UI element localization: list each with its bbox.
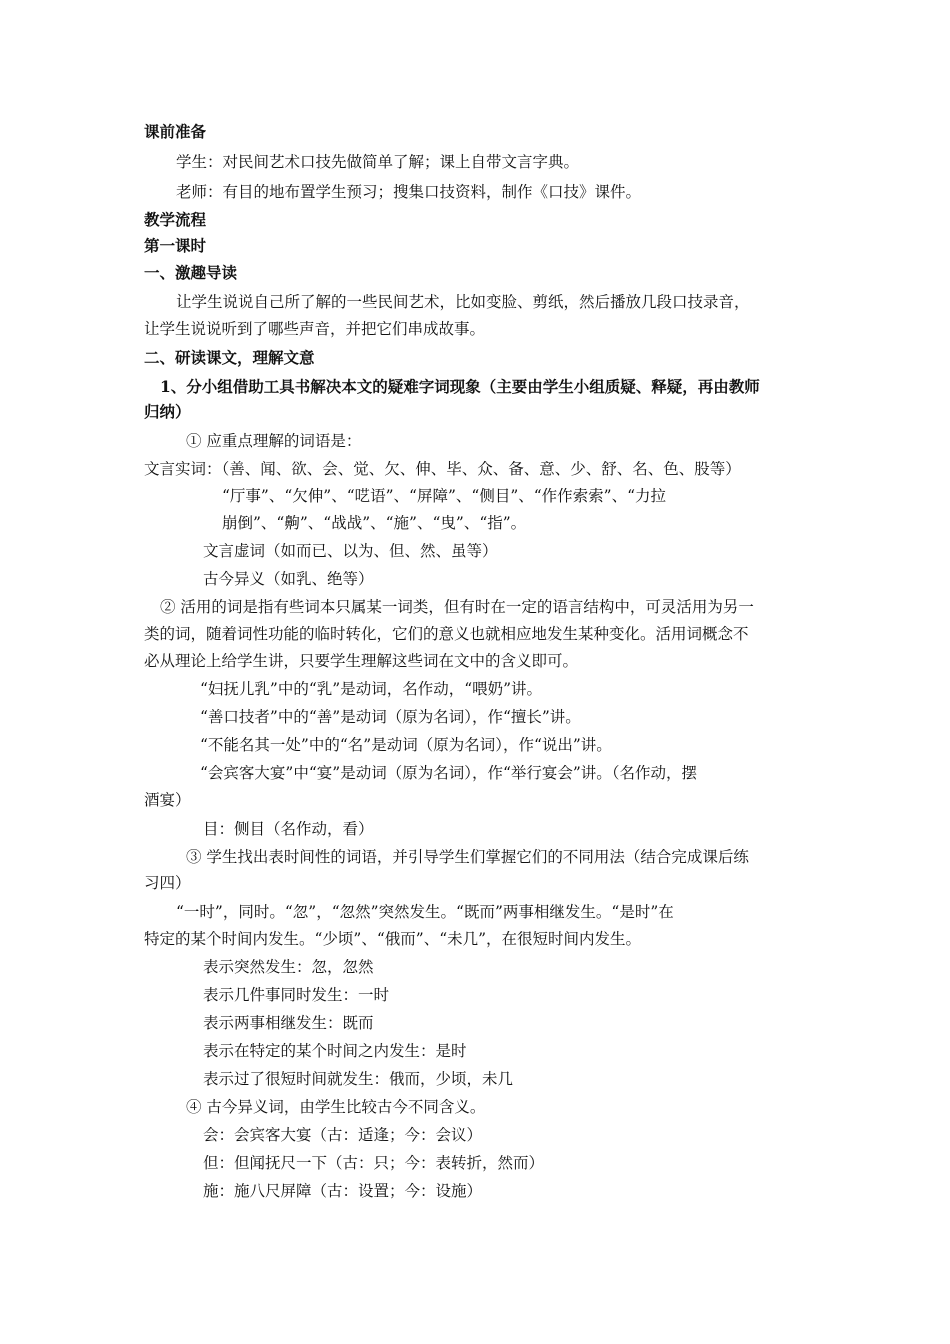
text-line: 文言实词：（善、闻、欲、会、觉、欠、伸、毕、众、备、意、少、舒、名、色、股等） xyxy=(144,460,741,478)
text-line: 1、分小组借助工具书解决本文的疑难字词现象（主要由学生小组质疑、释疑，再由教师 xyxy=(160,377,760,396)
text-line: “厅事”、“欠伸”、“呓语”、“屏障”、“侧目”、“作作索索”、“力拉 xyxy=(222,487,667,505)
text-line: 习四） xyxy=(144,874,191,892)
heading-section: 一、激趣导读 xyxy=(144,263,238,282)
heading-lesson: 第一课时 xyxy=(144,236,207,255)
text-line: “会宾客大宴”中“宴”是动词（原为名词），作“举行宴会”讲。（名作动，摆 xyxy=(200,764,698,782)
text-line: 表示过了很短时间就发生：俄而，少顷，未几 xyxy=(203,1070,514,1088)
text-line: 但：但闻抚尺一下（古：只；今：表转折，然而） xyxy=(203,1154,545,1172)
text-line: 崩倒”、“齁”、“战战”、“施”、“曳”、“指”。 xyxy=(222,514,527,532)
text-line: “不能名其一处”中的“名”是动词（原为名词），作“说出”讲。 xyxy=(200,736,612,754)
text-line: “一时”，同时。“忽”，“忽然”突然发生。“既而”两事相继发生。“是时”在 xyxy=(176,903,674,921)
text-line: 表示两事相继发生：既而 xyxy=(203,1014,374,1032)
heading-flow: 教学流程 xyxy=(144,210,207,229)
text-line: 文言虚词（如而已、以为、但、然、虽等） xyxy=(203,542,498,560)
text-line: 学生：对民间艺术口技先做简单了解；课上自带文言字典。 xyxy=(176,153,580,171)
text-line: 特定的某个时间内发生。“少顷”、“俄而”、“未几”，在很短时间内发生。 xyxy=(144,930,642,948)
heading-prep: 课前准备 xyxy=(144,122,207,141)
text-line: 表示几件事同时发生：一时 xyxy=(203,986,390,1004)
text-line: 类的词，随着词性功能的临时转化，它们的意义也就相应地发生某种变化。活用词概念不 xyxy=(144,625,749,643)
text-line: 施：施八尺屏障（古：设置；今：设施） xyxy=(203,1182,483,1200)
text-line: 表示突然发生：忽，忽然 xyxy=(203,958,374,976)
text-line: 必从理论上给学生讲，只要学生理解这些词在文中的含义即可。 xyxy=(144,652,579,670)
text-line: ④ 古今异义词，由学生比较古今不同含义。 xyxy=(186,1098,486,1116)
text-line: 表示在特定的某个时间之内发生：是时 xyxy=(203,1042,467,1060)
text-line: 酒宴） xyxy=(144,791,191,809)
text-line: 老师：有目的地布置学生预习；搜集口技资料，制作《口技》课件。 xyxy=(176,183,642,201)
text-line: 会：会宾客大宴（古：适逢；今：会议） xyxy=(203,1126,483,1144)
heading-section: 二、研读课文，理解文意 xyxy=(144,348,315,367)
text-line: ③ 学生找出表时间性的词语，并引导学生们掌握它们的不同用法（结合完成课后练 xyxy=(186,848,749,866)
text-line: 归纳） xyxy=(144,402,191,421)
text-line: 古今异义（如乳、绝等） xyxy=(203,570,374,588)
text-line: ② 活用的词是指有些词本只属某一词类，但有时在一定的语言结构中，可灵活用为另一 xyxy=(160,598,754,616)
text-line: “妇抚儿乳”中的“乳”是动词，名作动，“喂奶”讲。 xyxy=(200,680,543,698)
text-line: 让学生说说听到了哪些声音，并把它们串成故事。 xyxy=(144,320,486,338)
text-line: “善口技者”中的“善”是动词（原为名词），作“擅长”讲。 xyxy=(200,708,581,726)
text-line: ① 应重点理解的词语是： xyxy=(186,432,362,450)
text-line: 目：侧目（名作动，看） xyxy=(203,820,374,838)
text-line: 让学生说说自己所了解的一些民间艺术，比如变脸、剪纸，然后播放几段口技录音， xyxy=(176,293,750,311)
